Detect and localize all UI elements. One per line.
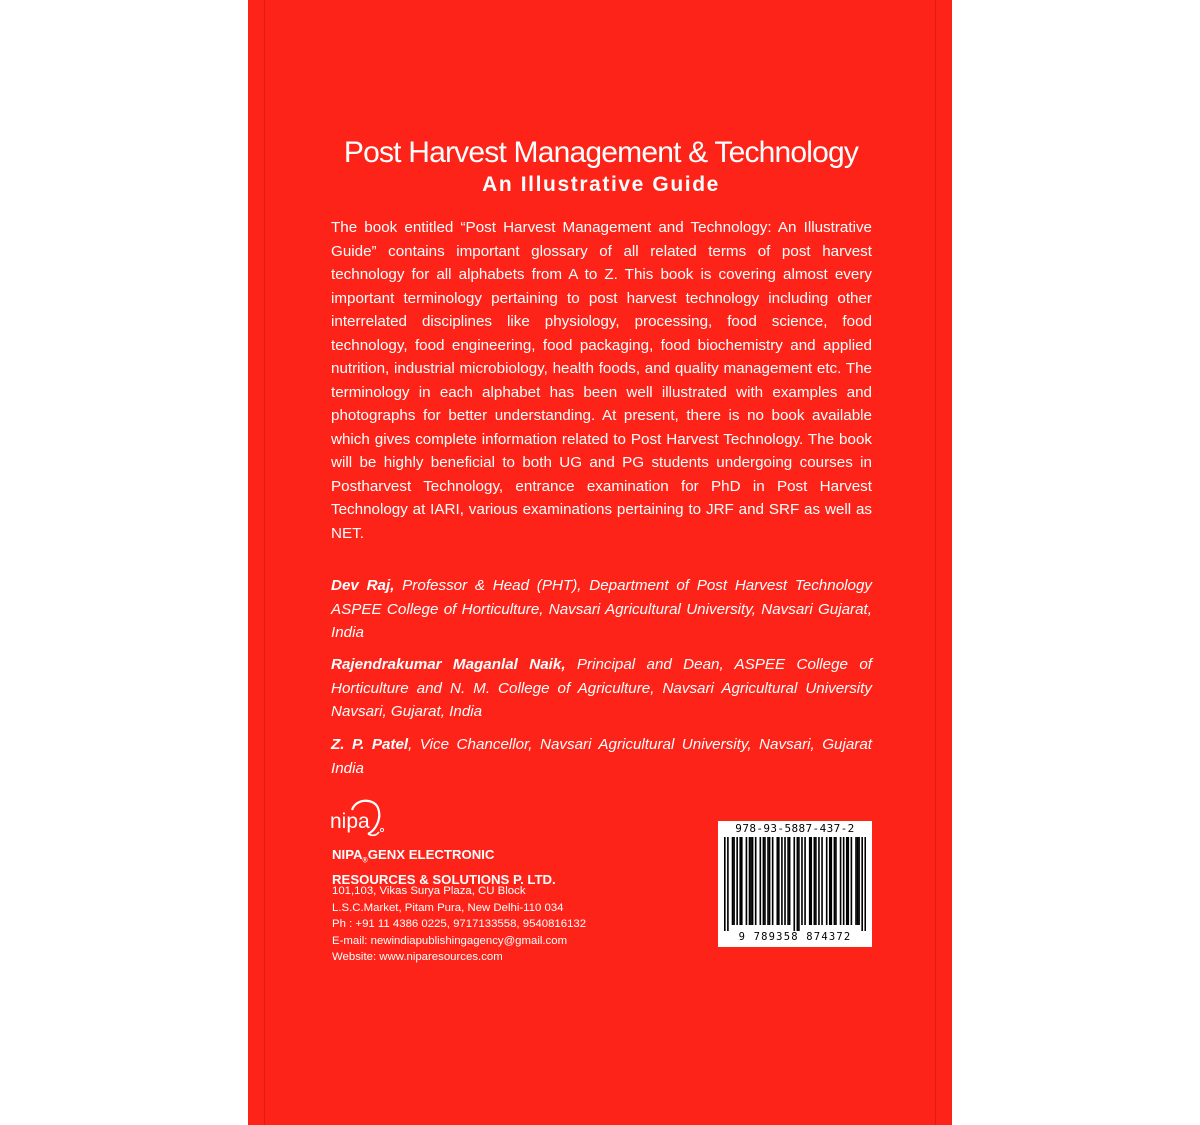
book-blurb: The book entitled “Post Harvest Management and Technology: An Illustrative Guide” contains important glossary of all related terms of post harvest technology for all alphabets from A to Z. This book is covering almost every important terminology pertaining to post harvest technology including other interrelated disciplines like physiology, processing, food science, food technology, food engineering, food packaging, food biochemistry and applied nutrition, industrial microbiology, health foods, and quality management etc. The terminology in each alphabet has been well illustrated with examples and photographs for better understanding. At present, there is no book available which gives complete information related to Post Harvest Technology. The book will be highly beneficial to both UG and PG students undergoing courses in Postharvest Technology, entrance examination for PhD in Post Harvest Technology at IARI, various examinations pertaining to JRF and SRF as well as NET. [331, 219, 872, 542]
website-line: Website: www.niparesources.com [332, 951, 503, 963]
author-details: , Vice Chancellor, Navsari Agricultural University, Navsari, Gujarat India [331, 736, 872, 777]
cover-fold-line-right [935, 0, 936, 1125]
barcode-bar [809, 837, 811, 925]
barcode-bar [835, 837, 837, 925]
email-line: E-mail: newindiapublishingagency@gmail.com [332, 934, 568, 947]
barcode-bars [724, 837, 866, 931]
barcode-bar [846, 837, 848, 925]
barcode-bar [858, 837, 860, 925]
barcode-bar [752, 837, 754, 925]
barcode-bar [818, 837, 820, 925]
barcode-bar [724, 837, 726, 931]
publisher-address [332, 883, 652, 966]
author-details: Professor & Head (PHT), Department of Post Harvest Technology ASPEE College of Horticulture, Navsari Agricultural University, Navsari Gujarat, India [331, 577, 873, 641]
barcode-bar [739, 837, 741, 925]
barcode-bar [741, 837, 743, 925]
barcode-bar [764, 837, 766, 925]
barcode-bar [763, 837, 765, 925]
barcode-bar [864, 837, 866, 931]
barcode-bar [733, 837, 735, 925]
barcode-bar [804, 837, 806, 925]
barcode-bar [787, 837, 789, 925]
phone-line: Ph : +91 11 4386 0225, 9717133558, 9540816132 [332, 918, 587, 930]
isbn-number: 978-93-5887-437-2 [735, 822, 855, 835]
barcode-bar [769, 837, 771, 925]
publisher-name-start: NIPA [332, 847, 363, 862]
ean-number: 9 789358 874372 [738, 931, 852, 943]
author-credit-1 [331, 574, 872, 645]
barcode-bar [776, 837, 778, 925]
publisher-name-rest: GENX ELECTRONIC [367, 847, 495, 862]
book-title: Post Harvest Management & Technology [343, 136, 859, 169]
barcode-bar [840, 837, 842, 925]
barcode-bar [755, 837, 757, 925]
barcode-bar [789, 837, 791, 925]
barcode-bar [814, 837, 816, 925]
barcode-bar [821, 837, 823, 925]
barcode-bar [861, 837, 863, 931]
barcode-bar [772, 837, 774, 925]
barcode-bar [749, 837, 751, 925]
barcode-bar [732, 837, 734, 925]
barcode-bar [784, 837, 786, 925]
author-credit-3 [331, 733, 872, 780]
barcode-bar [793, 837, 795, 931]
barcode-bar [810, 837, 812, 925]
logo-text: nipa [330, 810, 370, 833]
nipa-logo-icon [330, 796, 392, 840]
address-line: 101,103, Vikas Surya Plaza, CU Block [332, 885, 526, 897]
registered-mark: ® [362, 857, 368, 865]
address-line: L.S.C.Market, Pitam Pura, New Delhi-110 034 [332, 901, 564, 914]
barcode-bar [847, 837, 849, 925]
barcode-bar [727, 837, 729, 931]
barcode-bar [778, 837, 780, 925]
barcode-bar [829, 837, 831, 925]
barcode-bar [834, 837, 836, 925]
barcode-bar [767, 837, 769, 925]
barcode-bar [855, 837, 857, 925]
barcode-bar [831, 837, 833, 925]
barcode-bar [843, 837, 845, 925]
book-back-cover [248, 0, 952, 1125]
author-name: Rajendrakumar Maganlal Naik, [331, 656, 566, 673]
barcode-bar [781, 837, 783, 925]
author-credit-2 [331, 653, 872, 724]
barcode-bar [826, 837, 828, 925]
cover-fold-line-left [264, 0, 265, 1125]
author-name: Z. P. Patel [331, 736, 409, 753]
barcode-bar [736, 837, 738, 925]
barcode-bar [798, 837, 800, 931]
barcode-bar [815, 837, 817, 925]
book-subtitle: An Illustrative Guide [482, 173, 720, 196]
barcode-bar [797, 837, 799, 931]
author-details: Principal and Dean, ASPEE College of Horticulture and N. M. College of Agriculture, Navsari Agricultural University Navsari, Gujarat, India [331, 656, 872, 720]
barcode-bar [801, 837, 803, 925]
barcode-bar [750, 837, 752, 925]
barcode-bar [746, 837, 748, 925]
barcode-bar [857, 837, 859, 925]
publisher-name-line2: RESOURCES & SOLUTIONS P. LTD. [332, 871, 556, 887]
isbn-barcode [718, 821, 872, 947]
barcode-bar [760, 837, 762, 925]
barcode-bar [851, 837, 853, 925]
author-name: Dev Raj, [331, 577, 395, 594]
